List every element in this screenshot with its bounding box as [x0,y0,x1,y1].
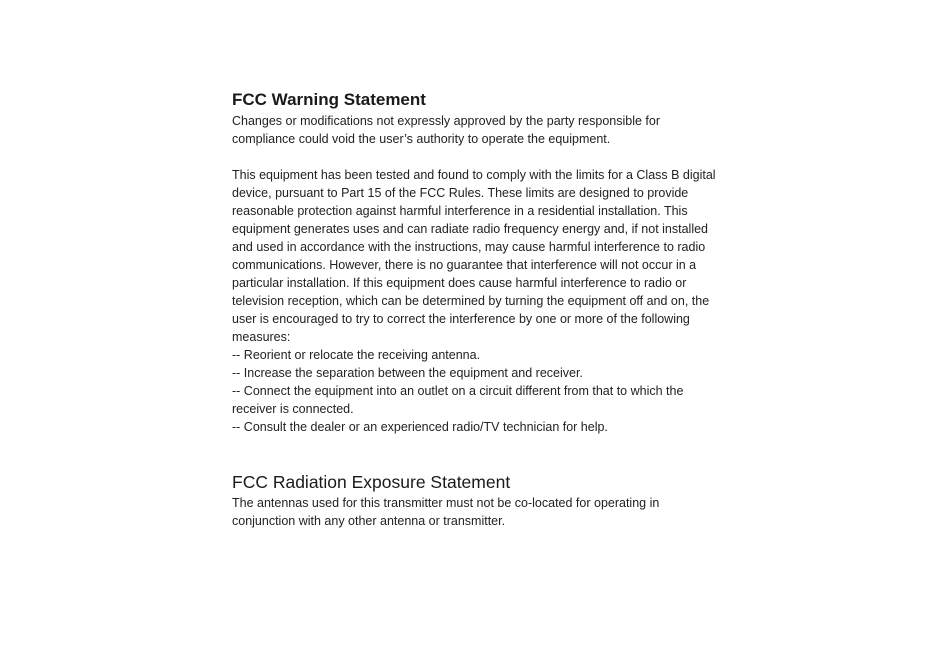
fcc-radiation-section [232,470,742,530]
fcc-warning-intro [232,112,742,148]
fcc-radiation-title: FCC Radiation Exposure Statement [232,472,511,492]
body-line: device, pursuant to Part 15 of the FCC Rules. These limits are designed to provide [232,186,689,200]
body-line: measures: [232,330,291,344]
fcc-measures-list [232,346,742,436]
body-line: user is encouraged to try to correct the interference by one or more of the following [232,312,690,326]
measure-item: -- Connect the equipment into an outlet on a circuit different from that to which the [232,384,684,398]
intro-line: compliance could void the user’s authority to operate the equipment. [232,132,611,146]
radiation-line: conjunction with any other antenna or transmitter. [232,514,506,528]
paragraph-gap [232,148,742,166]
body-line: television reception, which can be determined by turning the equipment off and on, the [232,294,710,308]
fcc-warning-section [232,88,742,436]
body-line: particular installation. If this equipment does cause harmful interference to radio or [232,276,687,290]
measure-item: -- Reorient or relocate the receiving antenna. [232,348,481,362]
measure-item: receiver is connected. [232,402,354,416]
fcc-warning-title: FCC Warning Statement [232,90,426,109]
measure-item: -- Consult the dealer or an experienced radio/TV technician for help. [232,420,608,434]
radiation-line: The antennas used for this transmitter must not be co-located for operating in [232,496,660,510]
body-line: and used in accordance with the instructions, may cause harmful interference to radio [232,240,706,254]
body-line: equipment generates uses and can radiate radio frequency energy and, if not installed [232,222,709,236]
measure-item: -- Increase the separation between the equipment and receiver. [232,366,583,380]
body-line: communications. However, there is no guarantee that interference will not occur in a [232,258,697,272]
body-line: This equipment has been tested and found to comply with the limits for a Class B digital [232,168,716,182]
intro-line: Changes or modifications not expressly approved by the party responsible for [232,114,661,128]
fcc-warning-body [232,166,742,346]
body-line: reasonable protection against harmful interference in a residential installation. This [232,204,688,218]
